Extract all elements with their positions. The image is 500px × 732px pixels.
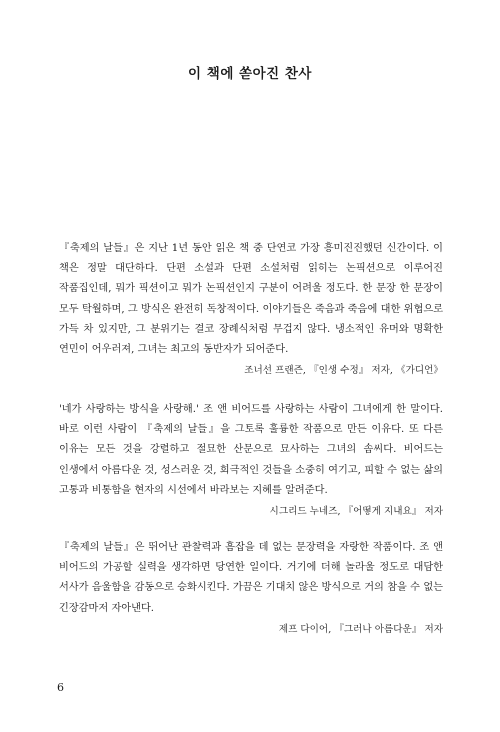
page-number: 6 — [57, 681, 64, 694]
praise-text: 『축제의 날들』은 지난 1년 동안 읽은 책 중 단연코 가장 흥미진진했던 신간이다. 이 책은 정말 대단하다. 단편 소설과 단편 소설처럼 읽히는 논픽션으로 이루어진 작품집인데, 뭐가 픽션이고 뭐가 논픽션인지 구분이 어려울 정도다. 한 문장 한 문장이 모두 탁월하며, 그 방식은 완전히 독창적이다. 이야기들은 죽음과 죽음에 대한 위협으로 가득 차 있지만, 그 분위기는 결코 장례식처럼 무겁지 않다. 냉소적인 유머와 명확한 연민이 어우러져, 그녀는 최고의 동반자가 되어준다. — [59, 243, 443, 356]
praise-block — [59, 538, 443, 640]
praise-text: '네가 사랑하는 방식을 사랑해.' 조 앤 비어드를 사랑하는 사람이 그녀에게 한 말이다. 바로 이런 사람이 『축제의 날들』을 그토록 훌륭한 작품으로 만든 이유다. 또 다른 이유는 모든 것을 강렬하고 절묘한 산문으로 묘사하는 그녀의 솜씨다. 비어드는 인생에서 아름다운 것, 성스러운 것, 희극적인 것들을 소중히 여기고, 피할 수 없는 삶의 고통과 비통함을 현자의 시선에서 바라보는 지혜를 알려준다. — [59, 404, 443, 496]
praise-attribution: 제프 다이어, 『그러나 아름다운』 저자 — [278, 623, 443, 635]
praise-attribution: 조너선 프랜즌, 『인생 수정』 저자, 《가디언》 — [244, 365, 443, 377]
praise-attribution: 시그리드 누네즈, 『어떻게 지내요』 저자 — [269, 506, 443, 518]
praise-block — [59, 239, 443, 381]
praise-text: 『축제의 날들』은 뛰어난 관찰력과 흠잡을 데 없는 문장력을 자랑한 작품이다. 조 앤 비어드의 가공할 실력을 생각하면 당연한 일이다. 거기에 더해 놀라울 정도로 대담한 서사가 음울함을 감동으로 승화시킨다. 가끔은 기대치 않은 방식으로 거의 참을 수 없는 긴장감마저 자아낸다. — [59, 542, 443, 614]
page-title: 이 책에 쏟아진 찬사 — [188, 66, 312, 82]
praise-block — [59, 400, 443, 522]
